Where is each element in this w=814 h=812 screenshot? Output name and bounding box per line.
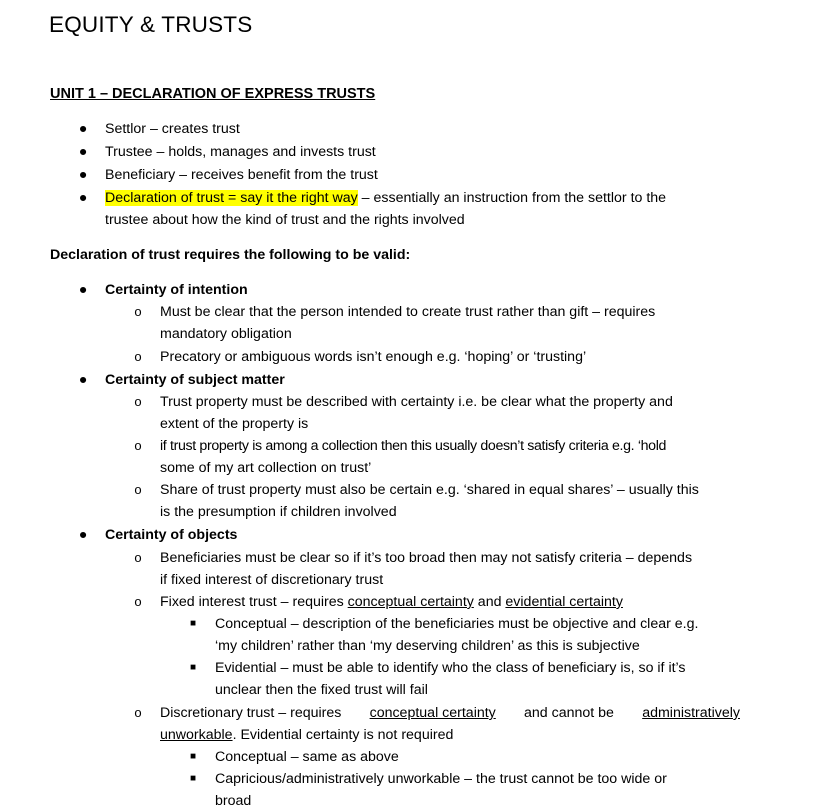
bullet-icon: ● — [78, 190, 88, 206]
underlined-term: unworkable — [160, 727, 233, 743]
declaration-continued: trustee about how the kind of trust and the rights involved — [105, 212, 465, 228]
unit-heading: UNIT 1 – DECLARATION OF EXPRESS TRUSTS — [50, 86, 376, 102]
list-item-fixed-interest — [160, 591, 623, 613]
underlined-term: administratively — [642, 705, 740, 721]
list-item: Capricious/administratively unworkable – the trust cannot be too wide or — [215, 771, 667, 787]
underlined-term: conceptual certainty — [369, 705, 496, 721]
requirements-heading: Declaration of trust requires the following to be valid: — [50, 247, 411, 263]
text-segment: . Evidential certainty is not required — [232, 727, 454, 743]
bullet-icon: ● — [78, 121, 88, 137]
square-bullet-icon: ■ — [189, 773, 197, 784]
list-item: Evidential – must be able to identify who the class of beneficiary is, so if it’s — [215, 660, 686, 676]
list-item-continued: if fixed interest of discretionary trust — [160, 572, 384, 588]
list-item: Trust property must be described with certainty i.e. be clear what the property and — [160, 394, 673, 410]
text-segment: and — [473, 594, 506, 610]
circle-bullet-icon: o — [134, 349, 142, 364]
circle-bullet-icon: o — [134, 482, 142, 497]
underlined-term: conceptual certainty — [347, 594, 474, 610]
list-item: Conceptual – description of the beneficiaries must be objective and clear e.g. — [215, 616, 699, 632]
circle-bullet-icon: o — [134, 438, 142, 453]
list-item-continued: broad — [215, 793, 252, 809]
list-item-continued — [160, 724, 453, 746]
declaration-item — [105, 187, 666, 209]
list-item-continued: ‘my children’ rather than ‘my deserving children’ as this is subjective — [215, 638, 640, 654]
text-segment: and cannot be — [524, 705, 614, 721]
section-title-subject-matter: Certainty of subject matter — [105, 372, 285, 388]
list-item: Share of trust property must also be certain e.g. ‘shared in equal shares’ – usually this — [160, 482, 699, 498]
list-item-discretionary — [160, 702, 740, 724]
list-item: Conceptual – same as above — [215, 749, 399, 765]
square-bullet-icon: ■ — [189, 751, 197, 762]
circle-bullet-icon: o — [134, 394, 142, 409]
square-bullet-icon: ■ — [189, 662, 197, 673]
section-title-intention: Certainty of intention — [105, 282, 248, 298]
list-item-continued: some of my art collection on trust’ — [160, 460, 372, 476]
list-item-continued: extent of the property is — [160, 416, 309, 432]
text-segment: Discretionary trust – requires — [160, 705, 342, 721]
bullet-icon: ● — [78, 372, 88, 388]
list-item-continued: is the presumption if children involved — [160, 504, 397, 520]
circle-bullet-icon: o — [134, 594, 142, 609]
list-item: Settlor – creates trust — [105, 121, 240, 137]
bullet-icon: ● — [78, 144, 88, 160]
circle-bullet-icon: o — [134, 304, 142, 319]
bullet-icon: ● — [78, 527, 88, 543]
circle-bullet-icon: o — [134, 550, 142, 565]
underlined-term: evidential certainty — [505, 594, 623, 610]
square-bullet-icon: ■ — [189, 618, 197, 629]
highlighted-text: Declaration of trust = say it the right way — [105, 190, 358, 206]
page-title: EQUITY & TRUSTS — [49, 12, 253, 37]
section-title-objects: Certainty of objects — [105, 527, 238, 543]
list-item: Trustee – holds, manages and invests trust — [105, 144, 376, 160]
list-item: Beneficiary – receives benefit from the trust — [105, 167, 378, 183]
list-item-continued: mandatory obligation — [160, 326, 292, 342]
declaration-rest: – essentially an instruction from the settlor to the — [357, 190, 667, 206]
list-item: if trust property is among a collection then this usually doesn’t satisfy criteria e.g. ‘hold — [160, 438, 667, 454]
circle-bullet-icon: o — [134, 705, 142, 720]
list-item-continued: unclear then the fixed trust will fail — [215, 682, 428, 698]
bullet-icon: ● — [78, 167, 88, 183]
list-item: Beneficiaries must be clear so if it’s too broad then may not satisfy criteria – depends — [160, 550, 693, 566]
bullet-icon: ● — [78, 282, 88, 298]
text-segment: Fixed interest trust – requires — [160, 594, 348, 610]
list-item: Must be clear that the person intended to create trust rather than gift – requires — [160, 304, 656, 320]
list-item: Precatory or ambiguous words isn’t enough e.g. ‘hoping’ or ‘trusting’ — [160, 349, 587, 365]
